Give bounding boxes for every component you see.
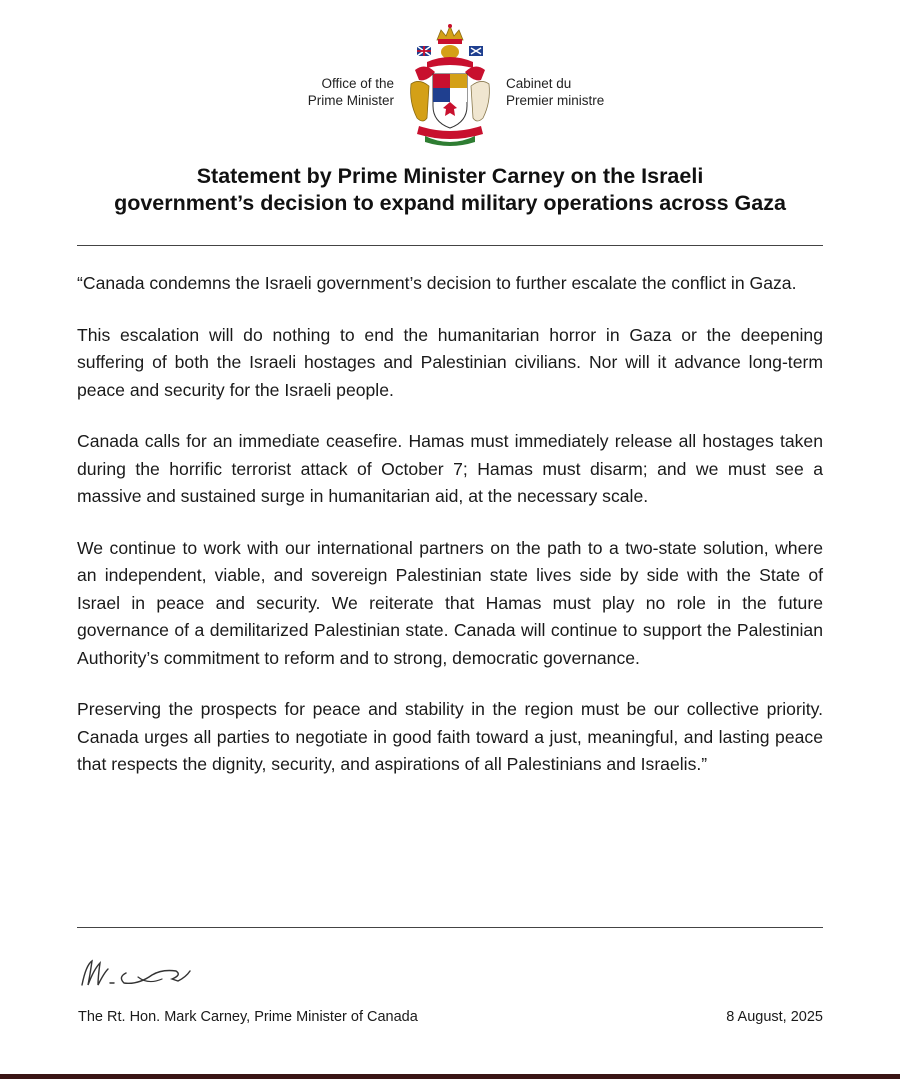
office-name-english <box>308 75 394 109</box>
office-en-line1: Office of the <box>321 76 394 91</box>
paragraph-3: Canada calls for an immediate ceasefire. Hamas must immediately release all hostages taken during the horrific terrorist attack of October 7; Hamas must disarm; and we must see a massive and sustained surge in humanitarian aid, at the necessary scale. <box>77 431 823 506</box>
bottom-edge-bar <box>0 1074 900 1079</box>
paragraph-2: This escalation will do nothing to end the humanitarian horror in Gaza or the deepening suffering of both the Israeli hostages and Palestinian civilians. Nor will it advance long-term peace and security for the Israeli people. <box>77 324 823 400</box>
paragraph-1: “Canada condemns the Israeli government’s decision to further escalate the conflict in Gaza. <box>77 273 797 293</box>
statement-body <box>77 270 823 803</box>
title-line2: government’s decision to expand military operations across Gaza <box>114 191 786 215</box>
coat-of-arms-icon <box>405 22 495 150</box>
statement-date: 8 August, 2025 <box>726 1009 823 1025</box>
office-fr-line2: Premier ministre <box>506 93 605 108</box>
top-divider <box>77 245 823 246</box>
signature-icon <box>78 955 198 995</box>
office-fr-line1: Cabinet du <box>506 76 572 91</box>
bottom-divider <box>77 927 823 928</box>
office-name-french <box>506 75 604 109</box>
paragraph-4: We continue to work with our international partners on the path to a two-state solution, where an independent, viable, and sovereign Palestinian state lives side by side with the State of Israel in peace and security. We reiterate that Hamas must play no role in the future governance of a demilitarized Palestinian state. Canada will continue to support the Palestinian Authority’s commitment to reform and to strong, democratic governance. <box>77 537 823 668</box>
office-en-line2: Prime Minister <box>307 93 394 108</box>
paragraph-5: Preserving the prospects for peace and stability in the region must be our collective priority. Canada urges all parties to negotiate in good faith toward a just, meaningful, and lasting peace that respects the dignity, security, and aspirations of all Palestinians and Israelis.” <box>77 699 823 774</box>
title-line1: Statement by Prime Minister Carney on the Israeli <box>196 164 704 188</box>
statement-title <box>80 163 820 217</box>
signer-name: The Rt. Hon. Mark Carney, Prime Minister of Canada <box>78 1009 418 1025</box>
letterhead <box>0 18 900 148</box>
